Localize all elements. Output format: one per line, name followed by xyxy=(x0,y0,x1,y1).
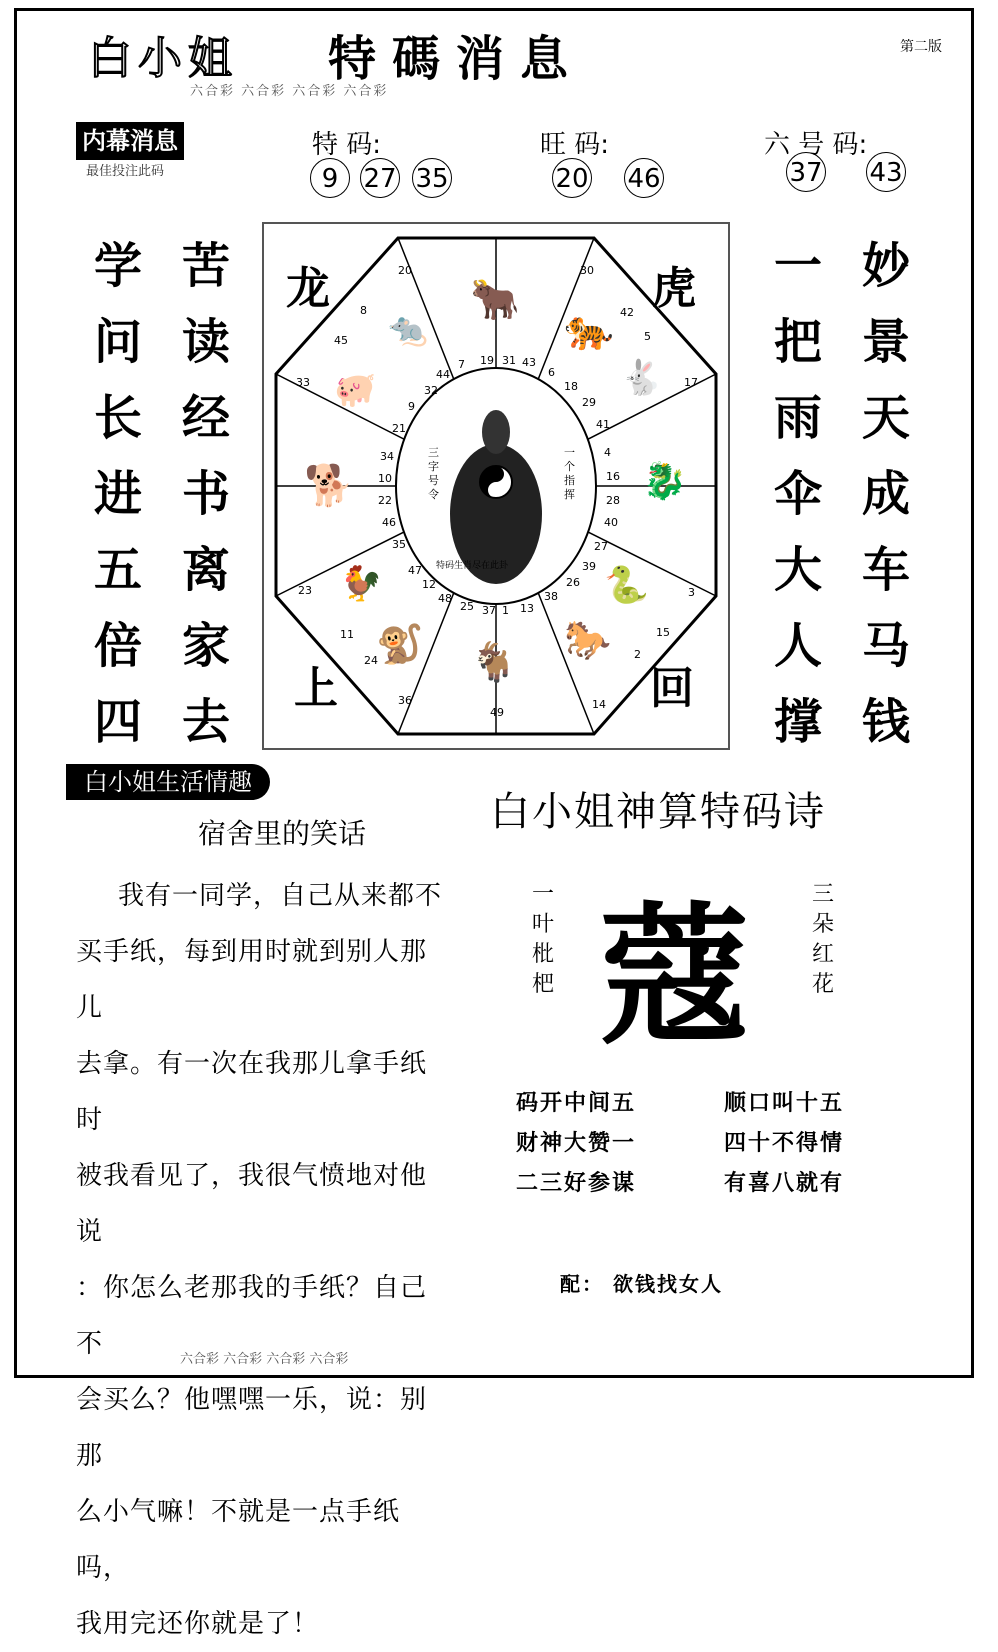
dragon-icon: 🐉 xyxy=(642,461,687,502)
te-number-ball: 27 xyxy=(360,158,400,198)
ox-icon: 🐂 xyxy=(470,277,520,323)
bagua-number: 11 xyxy=(340,628,354,641)
wang-number-ball: 20 xyxy=(552,158,592,198)
bagua-number: 46 xyxy=(382,516,396,529)
bagua-number: 22 xyxy=(378,494,392,507)
corner-glyph-bl: 上 xyxy=(294,663,338,714)
poem-title: 白小姐神算特码诗 xyxy=(490,789,826,835)
couplet-char: 把 xyxy=(773,314,822,370)
couplet-char: 伞 xyxy=(773,466,822,522)
snake-icon: 🐍 xyxy=(604,565,649,606)
te-code-label: 特 码: xyxy=(312,130,382,160)
couplet-char: 长 xyxy=(93,390,142,446)
poem-line: 四十不得情 xyxy=(724,1131,845,1156)
bagua-number: 8 xyxy=(360,304,367,317)
bagua-number: 32 xyxy=(424,384,438,397)
couplet-char: 妙 xyxy=(861,238,910,294)
bagua-number: 27 xyxy=(594,540,608,553)
goat-icon: 🐐 xyxy=(470,640,518,684)
edition-label: 第二版 xyxy=(900,39,942,55)
bagua-number: 5 xyxy=(644,330,651,343)
bagua-caption: 特码生肖尽在此卦 xyxy=(436,561,509,571)
bagua-number: 12 xyxy=(422,578,436,591)
bagua-number: 17 xyxy=(684,376,698,389)
small-char: 红 xyxy=(811,942,834,967)
bagua-number: 24 xyxy=(364,654,378,667)
poem-right-small xyxy=(808,880,838,1000)
bagua-number: 21 xyxy=(392,422,406,435)
bagua-number: 37 xyxy=(482,604,496,617)
rabbit-icon: 🐇 xyxy=(620,358,663,398)
small-char: 一 xyxy=(531,882,554,907)
small-char: 枇 xyxy=(531,942,554,967)
corner-glyph-tl: 龙 xyxy=(286,263,330,314)
small-char: 杷 xyxy=(531,972,554,997)
page-title: 特碼消息 xyxy=(328,31,585,87)
couplet-char: 五 xyxy=(93,542,142,598)
dog-icon: 🐕 xyxy=(304,463,354,509)
bagua-number: 43 xyxy=(522,356,536,369)
corner-glyph-tr: 虎 xyxy=(652,263,696,314)
bagua-number: 48 xyxy=(438,592,452,605)
couplet-char: 倍 xyxy=(93,618,142,674)
liu-number-ball: 37 xyxy=(786,152,826,192)
small-char: 花 xyxy=(811,972,834,997)
story-line: 去拿。有一次在我那儿拿手纸时 xyxy=(76,1049,428,1135)
story-line: 我有一同学，自己从来都不 xyxy=(118,881,443,911)
bagua-number: 2 xyxy=(634,648,641,661)
bagua-number: 36 xyxy=(398,694,412,707)
couplet-char: 经 xyxy=(181,390,230,446)
bagua-left-vertical: 三字号令 xyxy=(428,446,439,501)
bagua-number: 13 xyxy=(520,602,534,615)
bagua-number: 49 xyxy=(490,706,504,719)
story-title: 宿舍里的笑话 xyxy=(198,817,367,850)
small-char: 叶 xyxy=(531,912,554,937)
big-character: 蔻 xyxy=(600,889,751,1065)
rooster-icon: 🐓 xyxy=(340,564,383,604)
te-number-ball: 9 xyxy=(310,158,350,198)
story-line: ：你怎么老那我的手纸？自己不 xyxy=(76,1273,428,1359)
bagua-number: 34 xyxy=(380,450,394,463)
bagua-number: 20 xyxy=(398,264,412,277)
couplet-left-a xyxy=(88,228,148,760)
poem-pei: 配： 欲钱找女人 xyxy=(560,1272,723,1296)
wang-number-ball: 46 xyxy=(624,158,664,198)
bagua-number: 39 xyxy=(582,560,596,573)
couplet-right-b xyxy=(856,228,916,760)
rat-icon: 🐀 xyxy=(388,310,428,348)
couplet-char: 苦 xyxy=(181,238,230,294)
tiger-icon: 🐅 xyxy=(564,307,614,353)
couplet-char: 景 xyxy=(861,314,910,370)
bagua-number: 31 xyxy=(502,354,516,367)
couplet-char: 去 xyxy=(181,694,230,750)
couplet-char: 成 xyxy=(861,466,910,522)
monkey-icon: 🐒 xyxy=(376,622,424,666)
bagua-number: 18 xyxy=(564,380,578,393)
bagua-number: 1 xyxy=(502,604,509,617)
couplet-char: 人 xyxy=(773,618,822,674)
couplet-char: 钱 xyxy=(861,694,910,750)
liu-number-ball: 43 xyxy=(866,152,906,192)
couplet-char: 一 xyxy=(773,238,822,294)
couplet-char: 撑 xyxy=(773,694,822,750)
te-number-ball: 35 xyxy=(412,158,452,198)
bagua-diagram xyxy=(262,222,730,750)
couplet-char: 马 xyxy=(861,618,910,674)
couplet-right-a xyxy=(768,228,828,760)
couplet-char: 天 xyxy=(861,390,910,446)
footer-ribbon: 六合彩 六合彩 六合彩 六合彩 xyxy=(180,1352,349,1367)
couplet-char: 大 xyxy=(773,542,822,598)
poem-line: 二三好参谋 xyxy=(516,1171,637,1196)
insider-sub: 最佳投注此码 xyxy=(86,164,165,179)
couplet-left-b xyxy=(176,228,236,760)
poem-line: 财神大赞一 xyxy=(516,1131,637,1156)
story-line: 被我看见了，我很气愤地对他说 xyxy=(76,1161,428,1247)
bagua-number: 23 xyxy=(298,584,312,597)
bagua-number: 29 xyxy=(582,396,596,409)
bagua-number: 45 xyxy=(334,334,348,347)
couplet-char: 问 xyxy=(93,314,142,370)
bagua-number: 41 xyxy=(596,418,610,431)
wang-code-label: 旺 码: xyxy=(540,130,610,160)
couplet-char: 学 xyxy=(93,238,142,294)
bagua-number: 35 xyxy=(392,538,406,551)
small-char: 朵 xyxy=(811,912,834,937)
bagua-number: 3 xyxy=(688,586,695,599)
bagua-number: 44 xyxy=(436,368,450,381)
bagua-number: 14 xyxy=(592,698,606,711)
bagua-number: 30 xyxy=(580,264,594,277)
liu-code-label: 六 号 码: xyxy=(764,130,868,160)
bagua-number: 25 xyxy=(460,600,474,613)
poem-line: 有喜八就有 xyxy=(724,1171,845,1196)
bagua-right-vertical: 一个指挥 xyxy=(564,446,575,501)
bagua-number: 15 xyxy=(656,626,670,639)
story-line: 买手纸，每到用时就到别人那儿 xyxy=(76,937,428,1023)
couplet-char: 家 xyxy=(181,618,230,674)
story-line: 我用完还你就是了！ xyxy=(76,1609,320,1639)
bagua-number: 26 xyxy=(566,576,580,589)
bagua-number: 47 xyxy=(408,564,422,577)
couplet-char: 离 xyxy=(181,542,230,598)
story-line: 会买么？他嘿嘿一乐，说：别那 xyxy=(76,1385,428,1471)
bagua-number: 4 xyxy=(604,446,611,459)
bagua-number: 33 xyxy=(296,376,310,389)
bagua-number: 19 xyxy=(480,354,494,367)
pig-icon: 🐖 xyxy=(334,370,377,410)
small-char: 三 xyxy=(811,882,834,907)
bagua-number: 7 xyxy=(458,358,465,371)
story-body xyxy=(76,868,446,1652)
life-banner: 白小姐生活情趣 xyxy=(66,764,270,800)
couplet-char: 四 xyxy=(93,694,142,750)
story-line: 么小气嘛！不就是一点手纸吗， xyxy=(76,1497,401,1583)
brand-logo: 白小姐 xyxy=(88,33,238,84)
bagua-number: 38 xyxy=(544,590,558,603)
header-ribbon: 六合彩 六合彩 六合彩 六合彩 xyxy=(190,84,389,99)
horse-icon: 🐎 xyxy=(564,618,612,662)
couplet-char: 雨 xyxy=(773,390,822,446)
couplet-char: 读 xyxy=(181,314,230,370)
couplet-char: 进 xyxy=(93,466,142,522)
bagua-number: 40 xyxy=(604,516,618,529)
bagua-number: 6 xyxy=(548,366,555,379)
bagua-number: 10 xyxy=(378,472,392,485)
couplet-char: 书 xyxy=(181,466,230,522)
poem-line: 顺口叫十五 xyxy=(724,1091,845,1116)
poem-line: 码开中间五 xyxy=(516,1091,637,1116)
bagua-number: 16 xyxy=(606,470,620,483)
bagua-number: 42 xyxy=(620,306,634,319)
couplet-char: 车 xyxy=(861,542,910,598)
poem-left-small xyxy=(528,880,558,1000)
bagua-number: 9 xyxy=(408,400,415,413)
insider-label: 内幕消息 xyxy=(76,122,184,160)
corner-glyph-br: 回 xyxy=(650,663,694,714)
bagua-number: 28 xyxy=(606,494,620,507)
